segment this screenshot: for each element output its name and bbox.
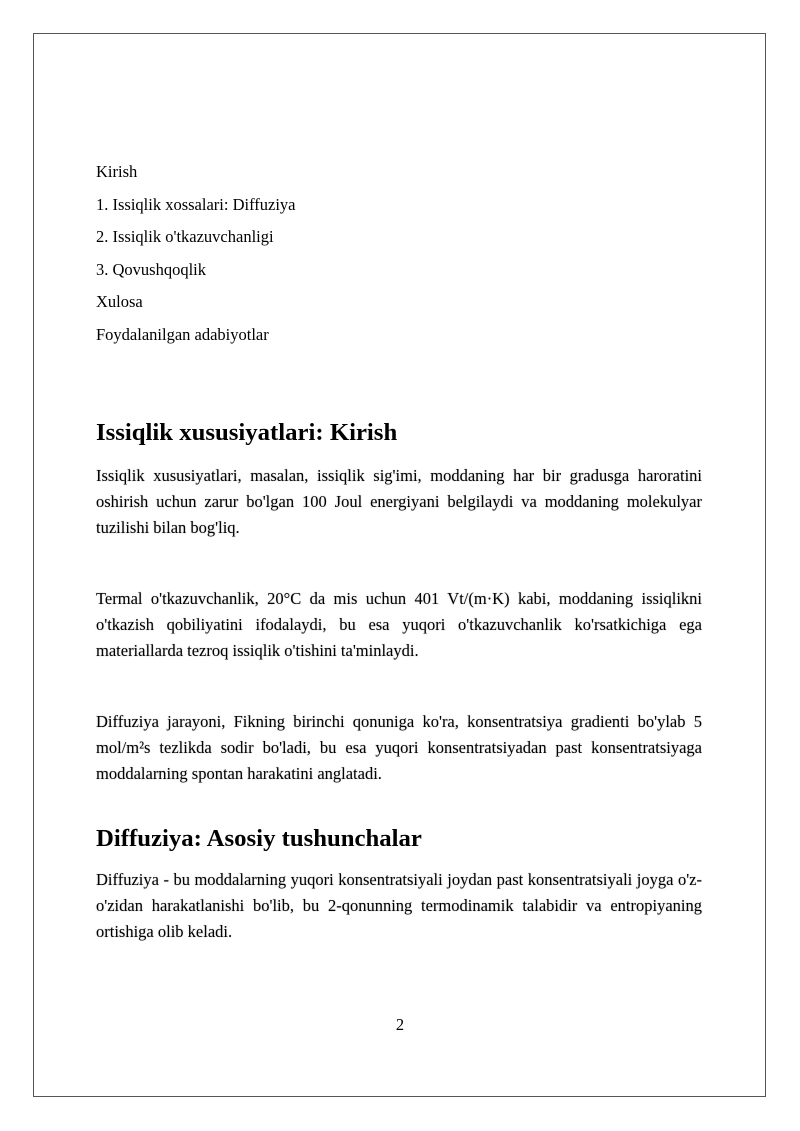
section-heading-diffusion: Diffuziya: Asosiy tushunchalar xyxy=(96,825,422,852)
toc-item-conductivity: 2. Issiqlik o'tkazuvchanligi xyxy=(96,227,274,246)
paragraph-diffusion-process: Diffuziya jarayoni, Fikning birinchi qonuniga ko'ra, konsentratsiya gradienti bo'ylab 5 mol/m²s tezlikda sodir bo'ladi, bu esa yuqori konsentratsiyadan past konsentratsiyaga moddalarning spontan harakatini anglatadi. xyxy=(96,712,702,783)
paragraph-thermal-conductivity: Termal o'tkazuvchanlik, 20°C da mis uchun 401 Vt/(m·K) kabi, moddaning issiqlikni o'tkazish qobiliyatini ifodalaydi, bu esa yuqori o'tkazuvchanlik ko'rsatkichiga ega materiallarda tezroq issiqlik o'tishini ta'minlaydi. xyxy=(96,589,702,660)
page-content xyxy=(96,160,702,945)
toc-item-intro: Kirish xyxy=(96,162,138,181)
toc-item-references: Foydalanilgan adabiyotlar xyxy=(96,324,269,344)
table-of-contents xyxy=(96,160,702,355)
paragraph-diffusion-definition: Diffuziya - bu moddalarning yuqori konsentratsiyali joydan past konsentratsiyali joyga o'z-o'zidan harakatlanishi bo'lib, bu 2-qonunning termodinamik talabidir va entropiyaning ortishiga olib keladi. xyxy=(96,870,702,941)
toc-item-viscosity: 3. Qovushqoqlik xyxy=(96,259,207,279)
page-number: 2 xyxy=(395,1015,405,1034)
section-heading-intro: Issiqlik xususiyatlari: Kirish xyxy=(96,419,398,446)
paragraph-heat-capacity: Issiqlik xususiyatlari, masalan, issiqlik sig'imi, moddaning har bir gradusga haroratini oshirish uchun zarur bo'lgan 100 Joul energiyani belgilaydi va moddaning molekulyar tuzilishi bilan bog'liq. xyxy=(96,466,702,537)
toc-item-diffusion: 1. Issiqlik xossalari: Diffuziya xyxy=(96,194,296,214)
toc-item-conclusion: Xulosa xyxy=(96,292,143,311)
